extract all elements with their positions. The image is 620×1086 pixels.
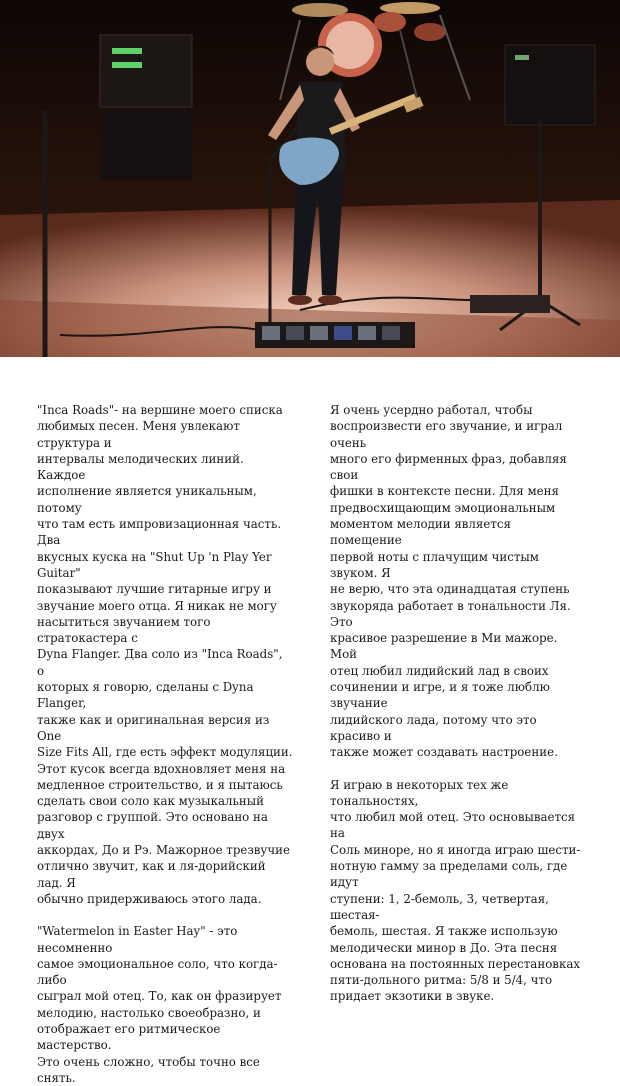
pedalboard: [255, 322, 415, 348]
left-text-column: [37, 402, 293, 1086]
paragraph-watermelon-in-easter-hay: "Watermelon in Easter Hay" - это несомненно самое эмоциональное соло, что когда-либо сыграл мой отец. То, как он фразирует мелодию, настолько своеобразно, и отображает его ритмическое мастерство. Это очень сложно, чтобы точно все снять.: [37, 924, 282, 1085]
paragraph-inca-roads: "Inca Roads"- на вершине моего списка любимых песен. Меня увлекают структура и интервалы мелодических линий. Каждое исполнение является уникальным, потому что там есть импровизационная часть. Два вкусных куска на "Shut Up 'n Play Yer Guitar" показывают лучшие гитарные игру и звучание моего отца. Я никак не могу насытиться звучанием того стратокастера с Dyna Flanger. Два соло из "Inca Roads", о которых я говорю, сделаны с Dyna Flanger, также как и оригинальная версия из One Size Fits All, где есть эффект модуляции. Этот кусок всегда вдохновляет меня на медленное строительство, и я пытаюсь сделать свои соло как музыкальный разговор с группой. Это основано на двух аккордах, До и Рэ. Мажорное трезвучие отлично звучит, как и ля-дорийский лад. Я обычно придерживаюсь этого лада.: [37, 403, 293, 906]
amplifier-left: [100, 35, 192, 180]
concert-photo: [0, 0, 620, 357]
paragraph-keys-and-rhythm: Я играю в некоторых тех же тональностях, что любил мой отец. Это основывается на Соль миноре, но я иногда играю шести- нотную гамму за пределами соль, где идут ступени: 1, 2-бемоль, 3, четвертая, шестая- бемоль, шестая. Я также использую мелодически минор в До. Эта песня основана на постоянных перестановках пяти-дольного ритма: 5/8 и 5/4, что придает экзотики в звуке.: [330, 777, 581, 1004]
amplifier-right: [505, 45, 595, 125]
concert-photo-illustration: [0, 0, 620, 357]
right-text-column: [330, 402, 584, 1005]
paragraph-lydian-mode: Я очень усердно работал, чтобы воспроизвести его звучание, и играл очень много его фирменных фраз, добавляя свои фишки в контексте песни. Для меня предвосхищающим эмоциональным моментом мелодии является помещение первой ноты с плачущим чистым звуком. Я не верю, что эта одинадцатая ступень звукоряда работает в тональности Ля. Это красивое разрешение в Ми мажоре. Мой отец любил лидийский лад в своих сочинении и игре, и я тоже люблю звучание лидийского лада, потому что это красиво и также может создавать настроение.: [330, 403, 571, 760]
